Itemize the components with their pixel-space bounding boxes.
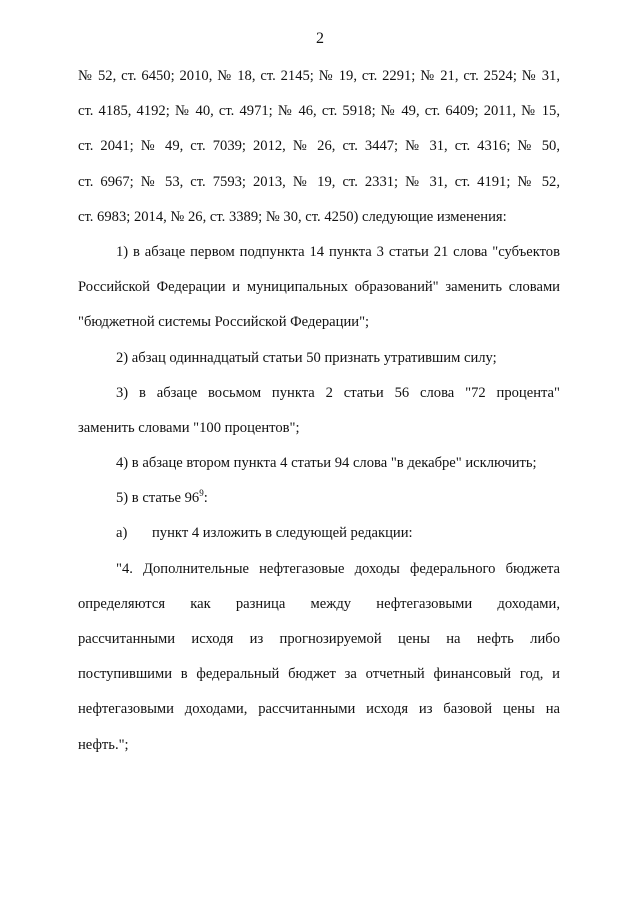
quote-line: нефть."; bbox=[78, 736, 129, 753]
item-3-line: заменить словами "100 процентов"; bbox=[78, 419, 300, 436]
item-5a-marker: а) bbox=[116, 525, 128, 542]
item-5a bbox=[78, 522, 560, 557]
page-number: 2 bbox=[316, 30, 324, 47]
item-5-suffix: : bbox=[203, 490, 208, 507]
quote-line: определяются как разница между нефтегазовыми доходами, bbox=[78, 595, 560, 612]
item-5 bbox=[78, 487, 560, 522]
text-line: ст. 6967; № 53, ст. 7593; 2013, № 19, ст. 2331; № 31, ст. 4191; № 52, bbox=[78, 173, 560, 190]
item-5-superscript: 9 bbox=[199, 488, 204, 499]
item-1-line: Российской Федерации и муниципальных образований" заменить словами bbox=[78, 279, 560, 296]
item-4: 4) в абзаце втором пункта 4 статьи 94 слова "в декабре" исключить; bbox=[116, 455, 537, 472]
item-1-line: 1) в абзаце первом подпункта 14 пункта 3 статьи 21 слова "субъектов bbox=[116, 243, 560, 260]
item-2: 2) абзац одиннадцатый статьи 50 признать утратившим силу; bbox=[116, 349, 497, 366]
quote-line: нефтегазовыми доходами, рассчитанными исходя из базовой цены на bbox=[78, 701, 560, 718]
item-5-prefix: 5) в статье 96 bbox=[116, 490, 200, 507]
text-line: ст. 4185, 4192; № 40, ст. 4971; № 46, ст. 5918; № 49, ст. 6409; 2011, № 15, bbox=[78, 103, 560, 120]
text-line: ст. 2041; № 49, ст. 7039; 2012, № 26, ст. 3447; № 31, ст. 4316; № 50, bbox=[78, 138, 560, 155]
quote-line: поступившими в федеральный бюджет за отчетный финансовый год, и bbox=[78, 666, 560, 683]
text-line: № 52, ст. 6450; 2010, № 18, ст. 2145; № 19, ст. 2291; № 21, ст. 2524; № 31, bbox=[78, 68, 560, 84]
item-1-line: "бюджетной системы Российской Федерации"; bbox=[78, 314, 370, 331]
quote-line: "4. Дополнительные нефтегазовые доходы федерального бюджета bbox=[116, 560, 560, 577]
quote-line: рассчитанными исходя из прогнозируемой цены на нефть либо bbox=[78, 631, 560, 647]
item-3-line: 3) в абзаце восьмом пункта 2 статьи 56 слова "72 процента" bbox=[116, 384, 560, 401]
text-line: ст. 6983; 2014, № 26, ст. 3389; № 30, ст. 4250) следующие изменения: bbox=[78, 208, 507, 225]
document-body bbox=[78, 65, 560, 769]
item-5a-text: пункт 4 изложить в следующей редакции: bbox=[152, 525, 413, 542]
